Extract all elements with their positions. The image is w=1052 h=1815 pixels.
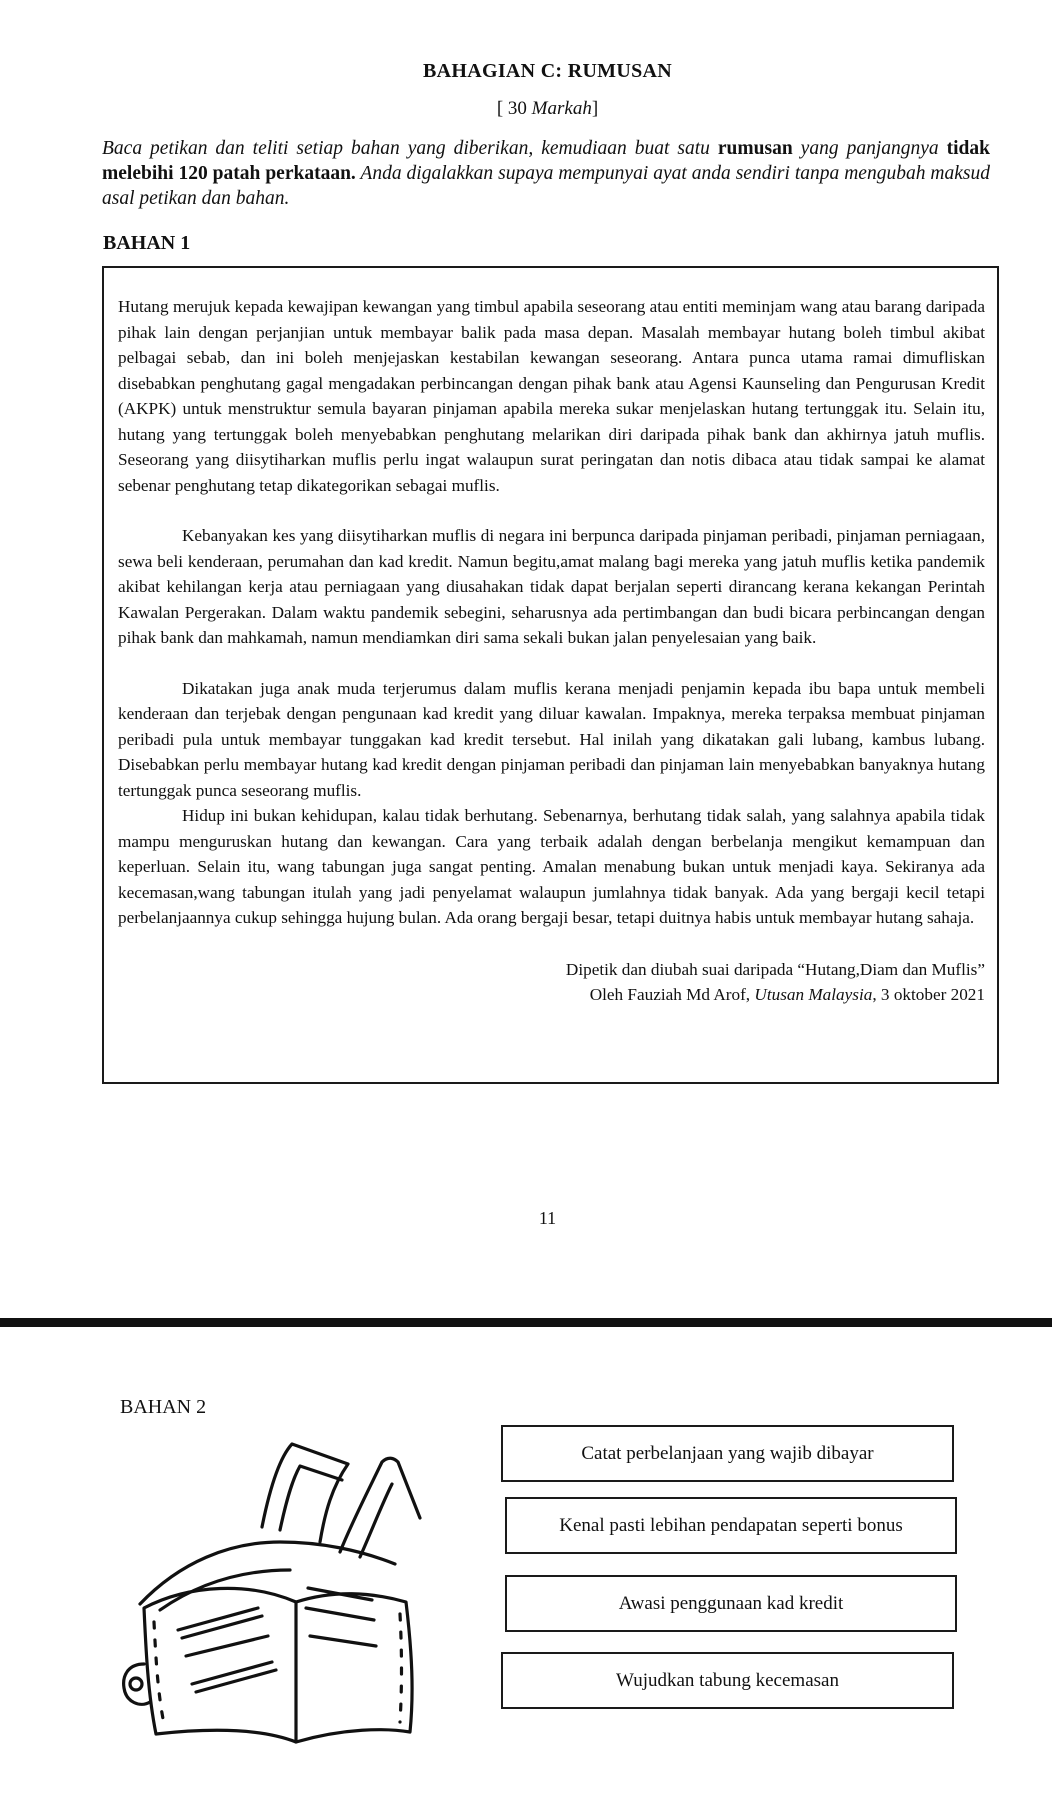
marks-label xyxy=(0,98,1052,120)
instruction-part-1: Baca petikan dan teliti setiap bahan yang diberikan, kemudiaan buat satu xyxy=(102,138,718,159)
tip-box-3: Awasi penggunaan kad kredit xyxy=(505,1575,957,1632)
instruction-bold-limit: tidak melebihi 120 patah perkataan. xyxy=(102,138,990,184)
section-title: BAHAGIAN C: RUMUSAN xyxy=(422,60,673,82)
bahan1-label: BAHAN 1 xyxy=(103,232,191,254)
passage-paragraph-4: Hidup ini bukan kehidupan, kalau tidak berhutang. Sebenarnya, berhutang tidak salah, yang salahnya apabila tidak mampu menguruskan hutang dan kewangan. Cara yang terbaik adalah dengan berbelanja mengikut kemampuan dan keperluan. Selain itu, wang tabungan juga sangat penting. Amalan menabung bukan untuk menjadi kaya. Sekiranya ada kecemasan,wang tabungan itulah yang jadi penyelamat walaupun jumlahnya tidak banyak. Ada yang bergaji kecil tetapi perbelanjaannya cukup sehingga hujung bulan. Ada orang bergaji besar, tetapi duitnya habis untuk membayar hutang sahaja. xyxy=(118,806,985,927)
wallet-icon xyxy=(120,1432,490,1772)
tip-box-4: Wujudkan tabung kecemasan xyxy=(501,1652,954,1709)
marks-close: ] xyxy=(591,98,599,119)
citation-author: Oleh Fauziah Md Arof, xyxy=(589,984,755,1004)
bahan2-label: BAHAN 2 xyxy=(120,1396,207,1418)
page-divider xyxy=(0,1318,1052,1327)
passage-citation xyxy=(118,957,985,1007)
passage-paragraph-3: Dikatakan juga anak muda terjerumus dalam muflis kerana menjadi penjamin kepada ibu bapa untuk membeli kenderaan dan terjebak dengan pengunaan kad kredit yang diluar kawalan. Impaknya, mereka terpaksa membuat pinjaman peribadi pula untuk membayar tunggakan kad kredit tersebut. Hal inilah yang dikatakan gali lubang, kambus lubang. Disebabkan perlu membayar hutang kad kredit dengan pinjaman peribadi dan pinjaman lain menyebabkan banyaknya hutang tertunggak punca seseorang muflis. xyxy=(118,678,985,800)
passage-paragraph-2: Kebanyakan kes yang diisytiharkan muflis di negara ini berpunca daripada pinjaman peribadi, pinjaman perniagaan, sewa beli kenderaan, perumahan dan kad kredit. Namun begitu,amat malang bagi mereka yang jatuh muflis ketika pandemik akibat kehilangan kerja atau perniagaan yang diusahakan tidak dapat berjalan seperti dirancang kerana kekangan Perintah Kawalan Pergerakan. Dalam waktu pandemik sebegini, seharusnya ada pertimbangan dan budi bicara perbincangan dengan pihak bank dan mahkamah, namun mendiamkan diri sama sekali bukan jalan penyelesaian yang baik. xyxy=(118,526,985,647)
citation-source: Utusan Malaysia xyxy=(754,984,873,1004)
instruction-bold-rumusan: rumusan xyxy=(717,138,793,159)
marks-word: Markah xyxy=(531,98,592,119)
citation-date: , 3 oktober 2021 xyxy=(872,984,985,1004)
bahan1-passage-box xyxy=(102,266,999,1084)
instruction-part-2: yang panjangnya xyxy=(792,138,947,159)
marks-open: [ 30 xyxy=(496,98,532,119)
passage-paragraph-1: Hutang merujuk kepada kewajipan kewangan yang timbul apabila seseorang atau entiti meminjam wang atau barang daripada pihak lain dengan perjanjian untuk membayar balik pada masa depan. Masalah membayar hutang boleh timbul akibat pelbagai sebab, dan ini boleh menjejaskan kestabilan kewangan seseorang. Antara punca utama ramai dimufliskan disebabkan penghutang gagal mengadakan perbincangan dengan pihak bank atau Agensi Kaunseling dan Pengurusan Kredit (AKPK) untuk menstruktur semula bayaran pinjaman apabila mereka sukar menjelaskan hutang tertunggak itu. Selain itu, hutang yang tertunggak boleh menyebabkan penghutang melarikan diri daripada pihak bank dan akhirnya jatuh muflis. Seseorang yang diisytiharkan muflis perlu ingat walaupun surat peringatan dan notis dibaca atau tidak sampai ke alamat sebenar penghutang tetap dikategorikan sebagai muflis. xyxy=(118,297,985,495)
citation-line-1: Dipetik dan diubah suai daripada “Hutang,Diam dan Muflis” xyxy=(565,959,985,979)
page-number: 11 xyxy=(538,1208,557,1228)
tip-box-2: Kenal pasti lebihan pendapatan seperti bonus xyxy=(505,1497,957,1554)
tip-box-1: Catat perbelanjaan yang wajib dibayar xyxy=(501,1425,954,1482)
citation-line-2 xyxy=(118,982,985,1007)
instruction-text xyxy=(102,136,990,211)
instruction-part-3: Anda digalakkan supaya mempunyai ayat anda sendiri tanpa mengubah maksud asal petikan dan bahan. xyxy=(102,163,990,209)
